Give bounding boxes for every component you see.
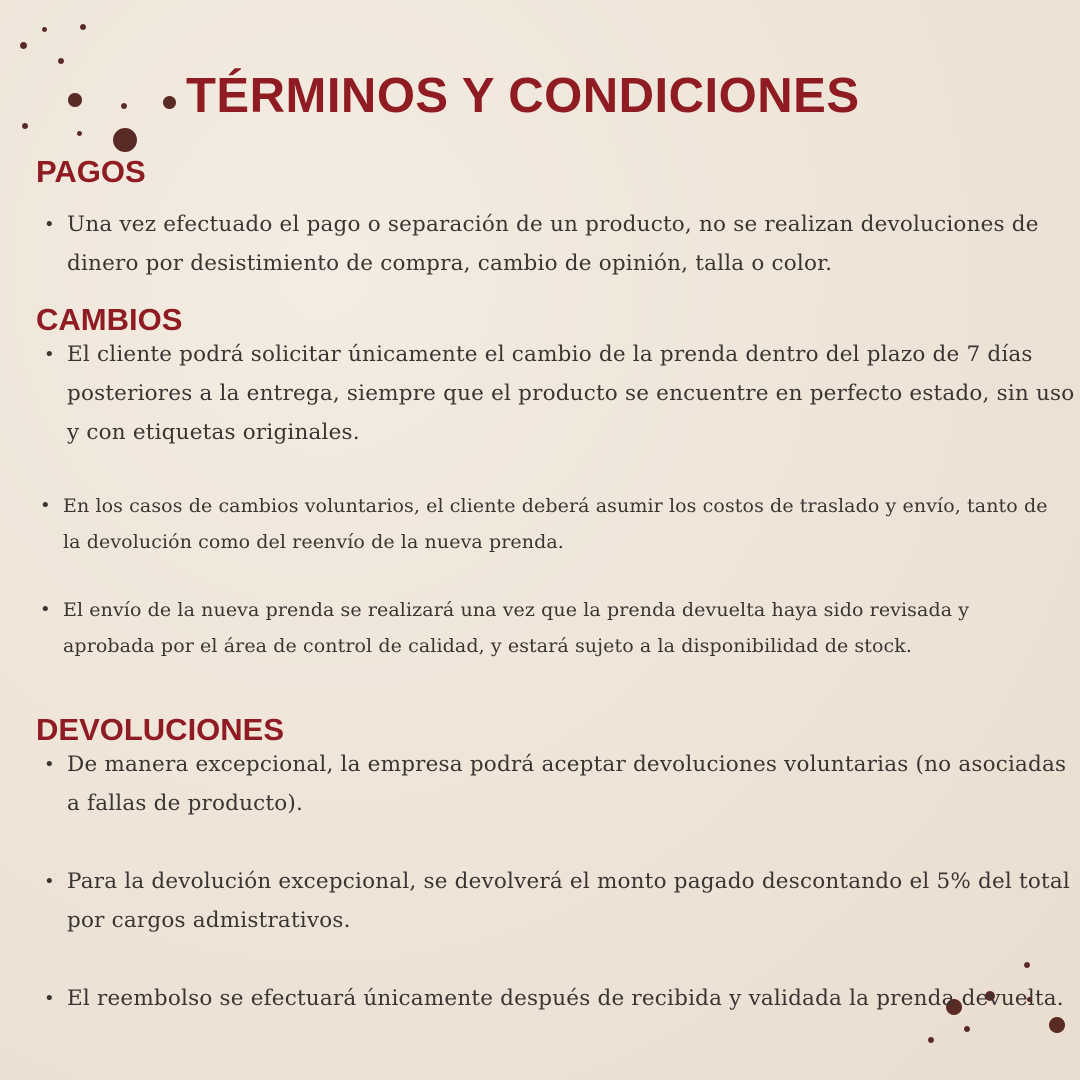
bullet-icon: •: [40, 495, 51, 516]
bullet-icon: •: [44, 214, 55, 235]
list-item: [38, 335, 1077, 452]
section-heading-pagos: PAGOS: [36, 154, 146, 189]
list-item-text: De manera excepcional, la empresa podrá aceptar devoluciones voluntarias (no asociadas a fallas de producto).: [67, 752, 1067, 816]
list-item-text: Una vez efectuado el pago o separación de un producto, no se realizan devoluciones de dinero por desistimiento de compra, cambio de opinión, talla o color.: [67, 212, 1039, 276]
bullet-icon: •: [44, 871, 55, 892]
list-item: [38, 205, 1077, 283]
bullet-icon: •: [40, 599, 51, 620]
list-item-text: En los casos de cambios voluntarios, el cliente deberá asumir los costos de traslado y envío, tanto de la devolución como del reenvío de la nueva prenda.: [63, 495, 1048, 553]
list-item-text: El reembolso se efectuará únicamente después de recibida y validada la prenda devuelta.: [67, 986, 1064, 1011]
section-heading-devoluciones: DEVOLUCIONES: [36, 712, 285, 747]
list-item: [34, 488, 1063, 560]
list-item: [38, 745, 1077, 823]
page-title: TÉRMINOS Y CONDICIONES: [186, 69, 860, 123]
list-item-text: Para la devolución excepcional, se devolverá el monto pagado descontando el 5% del total por cargos admistrativos.: [67, 869, 1070, 933]
section-heading-cambios: CAMBIOS: [36, 302, 183, 337]
list-item-text: El envío de la nueva prenda se realizará una vez que la prenda devuelta haya sido revisada y aprobada por el área de control de calidad, y estará sujeto a la disponibilidad de stock.: [63, 599, 970, 657]
list-item: [38, 862, 1077, 940]
bullet-icon: •: [44, 344, 55, 365]
list-item: [34, 592, 1063, 664]
bullet-icon: •: [44, 754, 55, 775]
bullet-icon: •: [44, 988, 55, 1009]
list-item: [38, 979, 1077, 1018]
list-item-text: El cliente podrá solicitar únicamente el cambio de la prenda dentro del plazo de 7 días posteriores a la entrega, siempre que el producto se encuentre en perfecto estado, sin uso y con etiquetas originales.: [67, 342, 1075, 445]
